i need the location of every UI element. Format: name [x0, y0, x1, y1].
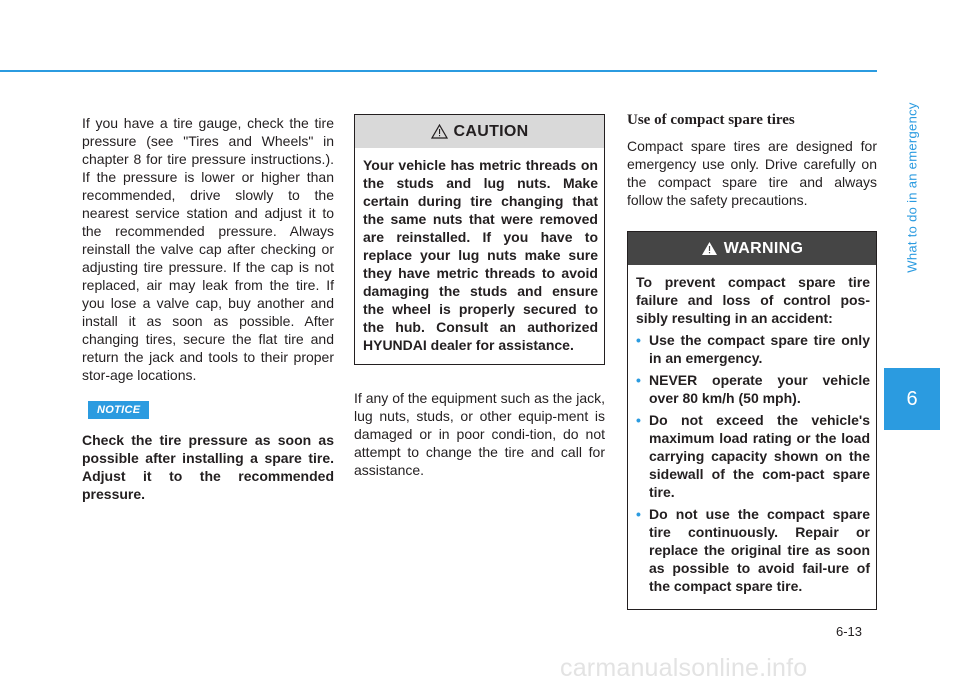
warning-bullet: • Do not exceed the vehicle's maximum load rating or the load carrying capacity shown on the sidewall of the com-pact spare tire. [636, 411, 870, 501]
notice-text: Check the tire pressure as soon as possible after installing a spare tire. Adjust it to the recommended pressure. [82, 432, 334, 502]
column-3 [627, 112, 877, 610]
warning-box [627, 231, 877, 610]
warning-bullet-list [636, 331, 870, 595]
chapter-title-text: What to do in an emergency [904, 101, 920, 273]
watermark: carmanualsonline.info [560, 654, 808, 682]
warning-header [628, 232, 876, 265]
warning-triangle-icon [431, 124, 448, 139]
caution-text: Your vehicle has metric threads on the studs and lug nuts. Make certain during tire changing that the same nuts that were removed are reinstalled. If you have to replace your lug nuts make sure they have metric threads to avoid damaging the studs and ensure the wheel is properly secured to the hub. Consult an authorized HYUNDAI dealer for assistance. [363, 157, 598, 353]
header-rule [0, 70, 877, 72]
compact-spare-paragraph: Compact spare tires are designed for emergency use only. Drive carefully on the compact spare tire and always follow the safety precautions. [627, 138, 877, 208]
warning-intro: To prevent compact spare tire failure and loss of control pos-sibly resulting in an accident: [636, 274, 870, 326]
warning-triangle-icon [701, 241, 718, 256]
caution-box [354, 114, 605, 365]
warning-label: WARNING [723, 239, 804, 257]
warning-bullet: • NEVER operate your vehicle over 80 km/h (50 mph). [636, 371, 870, 407]
warning-bullet: • Use the compact spare tire only in an emergency. [636, 331, 870, 367]
caution-label: CAUTION [453, 122, 529, 140]
section-heading: Use of compact spare tires [627, 112, 795, 128]
damaged-equipment-paragraph: If any of the equipment such as the jack, lug nuts, studs, or other equip-ment is damaged or in poor condi-tion, do not attempt to change the tire and call for assistance. [354, 390, 605, 478]
tire-gauge-paragraph: If you have a tire gauge, check the tire pressure (see "Tires and Wheels" in chapter 8 for tire pressure instructions.). If the pressure is lower or higher than recommended, drive slowly to the nearest service station and adjust it to the recommended pressure. Always reinstall the valve cap after checking or adjusting tire pressure. If the cap is not replaced, air may leak from the tire. If you lose a valve cap, buy another and install it as soon as possible. After changing tires, secure the flat tire and return the jack and tools to their proper stor-age locations. [82, 115, 334, 383]
page-number: 6-13 [836, 624, 863, 639]
warning-body [628, 265, 876, 609]
warning-bullet: • Do not use the compact spare tire continuously. Repair or replace the original tire as soon as possible to avoid fail-ure of the compact spare tire. [636, 505, 870, 595]
chapter-tab: 6 [884, 368, 940, 430]
column-1 [82, 114, 334, 503]
notice-badge: NOTICE [88, 401, 149, 419]
column-2 [354, 114, 605, 479]
caution-header [355, 115, 604, 148]
chapter-side-title [884, 6, 940, 368]
caution-body [355, 148, 604, 364]
